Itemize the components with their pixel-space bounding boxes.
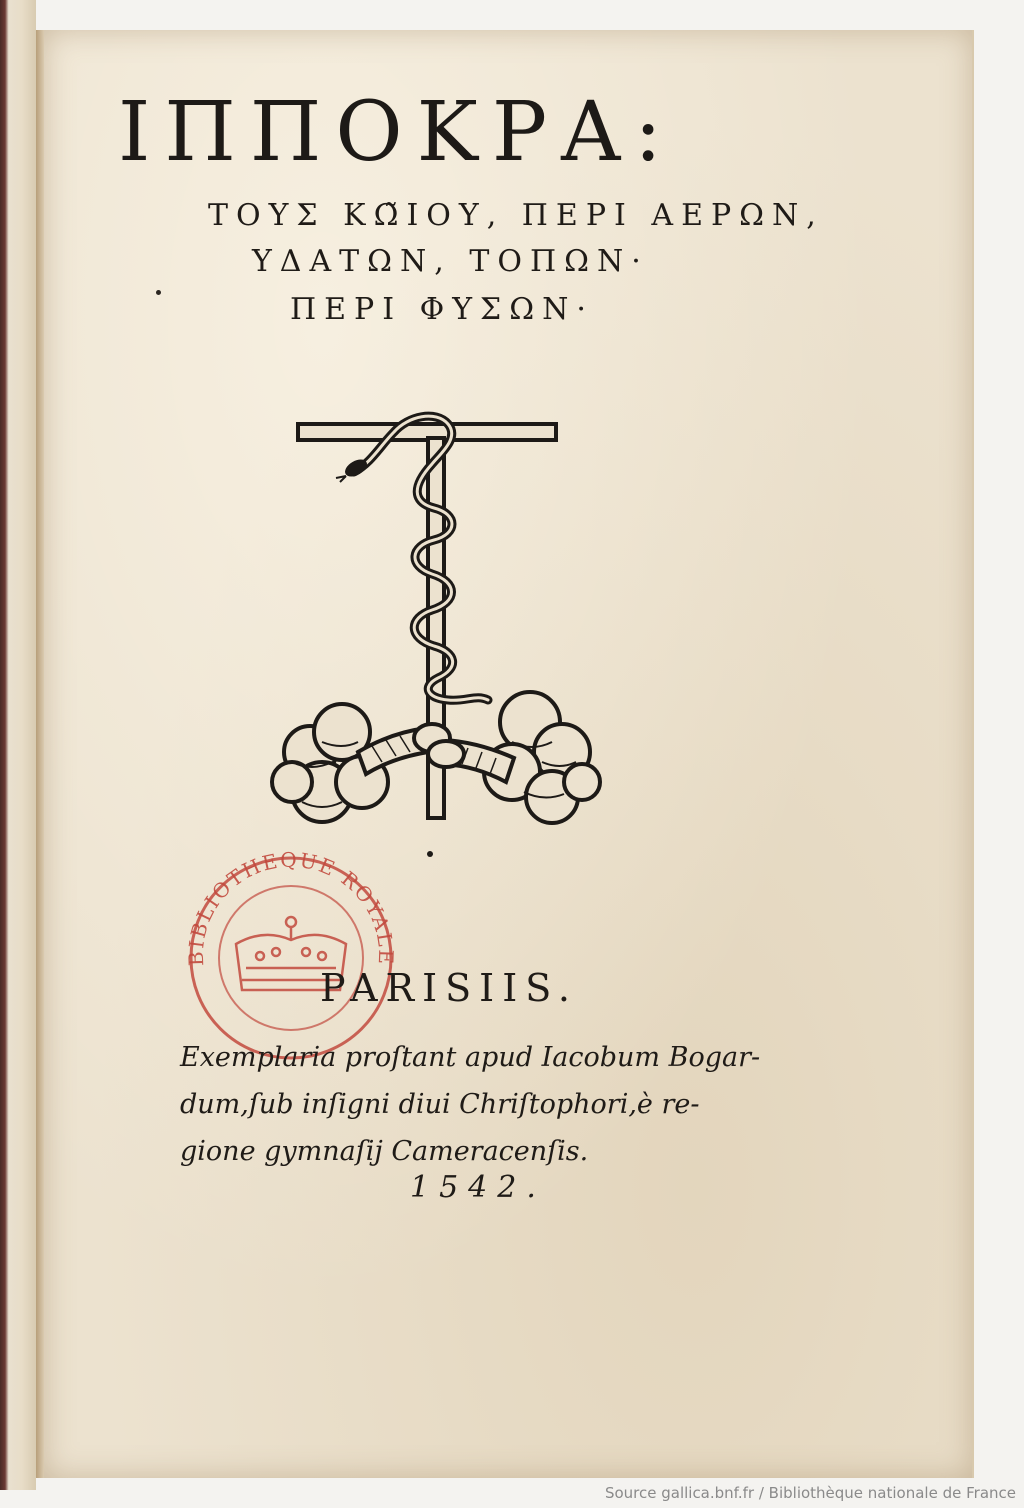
imprint-place: PARISIIS. xyxy=(320,966,578,1010)
imprint-line-3: gione gymnaſij Cameracenſis. xyxy=(180,1136,589,1167)
imprint-line-2: dum,ſub inſigni diui Chriſtophori,è re- xyxy=(180,1089,700,1120)
book-spine xyxy=(0,0,36,1490)
printers-mark-serpent-staff xyxy=(262,402,622,862)
ink-dot xyxy=(156,290,161,295)
source-credit: Source gallica.bnf.fr / Bibliothèque nationale de France xyxy=(604,1484,1016,1502)
svg-text:BIBLIOTHEQUE ROYALE: BIBLIOTHEQUE ROYALE xyxy=(183,847,399,967)
imprint-year: 1542. xyxy=(410,1170,546,1205)
library-stamp xyxy=(176,840,406,1070)
title-line-1: ΤΟΥΣ ΚΩ̃ΙΟΥ, ΠΕΡΙ ΑΕΡΩΝ, xyxy=(208,198,824,233)
imprint-line-1: Exemplaria proſtant apud Iacobum Bogar- xyxy=(180,1042,761,1073)
title-line-3: ΠΕΡΙ ΦΥΣΩΝ· xyxy=(290,292,594,327)
title-line-2: ΥΔΑΤΩΝ, ΤΟΠΩΝ· xyxy=(252,244,649,279)
title-main: ΙΠΠΟΚΡΑ: xyxy=(118,85,676,180)
